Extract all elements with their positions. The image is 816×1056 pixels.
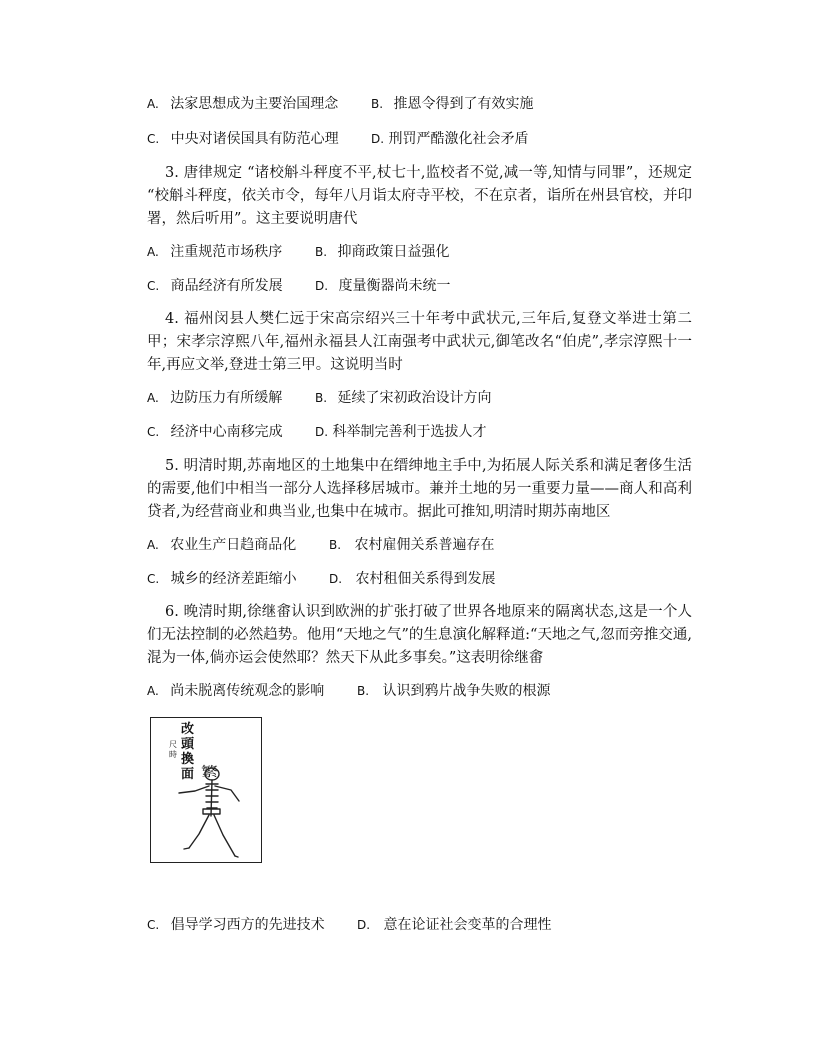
option-text: 农业生产日趋商品化 (170, 537, 297, 553)
option-text: 意在论证社会变革的合理性 (383, 917, 552, 933)
walking-man-drawing (151, 718, 263, 864)
figure-chest-text: 繁 (201, 765, 218, 780)
question-4-stem (147, 308, 692, 377)
question-number: 5. (165, 458, 179, 474)
option-text: 抑商政策日益强化 (337, 244, 450, 260)
q3-option-b (315, 242, 450, 262)
option-text: 倡导学习西方的先进技术 (170, 917, 325, 933)
option-text: 中央对诸侯国具有防范心理 (170, 131, 339, 147)
q5-option-b (329, 535, 495, 555)
question-text: 晚清时期,徐继畬认识到欧洲的扩张打破了世界各地原来的隔离状态,这是一个人们无法控制的必然趋势。他用“天地之气”的生息演化解释道:“天地之气,忽而旁推交通,混为一体,倘亦运会使然耶？然天下从此多事矣。”这表明徐继畬 (147, 604, 693, 666)
option-label: B. (315, 391, 328, 405)
q2-option-a (147, 94, 338, 114)
option-label: A. (147, 97, 159, 111)
option-label: A. (147, 391, 159, 405)
q4-option-a (147, 388, 282, 408)
option-label: A. (147, 684, 159, 698)
question-5-stem (147, 455, 692, 524)
option-label: C. (147, 918, 160, 932)
q4-option-c (147, 422, 283, 442)
option-text: 商品经济有所发展 (170, 278, 283, 294)
option-text: 认识到鸦片战争失败的根源 (382, 683, 551, 699)
option-text: 边防压力有所缓解 (170, 390, 283, 406)
option-label: B. (357, 684, 370, 698)
option-text: 刑罚严酷激化社会矛盾 (388, 131, 529, 147)
question-6-stem (147, 601, 692, 670)
option-text: 尚未脱离传统观念的影响 (170, 683, 325, 699)
q6-option-c (147, 915, 325, 935)
option-label: B. (371, 97, 384, 111)
option-label: D. (357, 918, 371, 932)
q6-option-a (147, 681, 324, 701)
option-label: C. (147, 132, 160, 146)
question-number: 6. (165, 604, 179, 620)
option-text: 农村雇佣关系普遍存在 (354, 537, 495, 553)
option-label: D. (315, 425, 329, 439)
option-text: 科举制完善利于选拔人才 (332, 424, 487, 440)
question-text: 唐律规定 “诸校斛斗秤度不平,杖七十,监校者不觉,减一等,知情与同罪”，还规定 “校斛斗秤度，依关市令，每年八月诣太府寺平校，不在京者，诣所在州县官校，并印署，然后听用”。这主要说明唐代 (147, 165, 692, 227)
q5-option-d (329, 569, 496, 589)
q3-option-d (315, 276, 451, 296)
q3-option-a (147, 242, 282, 262)
q4-option-d (315, 422, 487, 442)
question-text: 福州闵县人樊仁远于宋高宗绍兴三十年考中武状元,三年后,复登文举进士第二甲；宋孝宗淳熙八年,福州永福县人江南强考中武状元,御笔改名“伯虎”,孝宗淳熙十一年,再应文举,登进士第三甲。这说明当时 (147, 311, 693, 373)
q5-option-a (147, 535, 296, 555)
q6-option-b (357, 681, 551, 701)
option-text: 法家思想成为主要治国理念 (170, 96, 339, 112)
option-text: 农村租佃关系得到发展 (355, 571, 496, 587)
option-text: 延续了宋初政治设计方向 (337, 390, 492, 406)
option-label: A. (147, 245, 159, 259)
option-text: 注重规范市场秩序 (170, 244, 283, 260)
q5-option-c (147, 569, 297, 589)
question-number: 4. (165, 311, 179, 327)
question-3-stem (147, 162, 692, 231)
q3-option-c (147, 276, 283, 296)
q2-option-c (147, 129, 339, 149)
figure-title-text: 改頭換面 (181, 722, 195, 782)
option-label: C. (147, 279, 160, 293)
question-text: 明清时期,苏南地区的土地集中在缙绅地主手中,为拓展人际关系和满足奢侈生活的需要,他们中相当一部分人选择移居城市。兼并土地的另一重要力量——商人和高利贷者,为经营商业和典当业,也集中在城市。据此可推知,明清时期苏南地区 (147, 458, 693, 520)
cartoon-figure (150, 717, 262, 863)
option-label: B. (315, 245, 328, 259)
option-label: C. (147, 425, 160, 439)
option-text: 经济中心南移完成 (170, 424, 283, 440)
option-text: 推恩令得到了有效实施 (393, 96, 534, 112)
q2-option-b (371, 94, 534, 114)
q6-option-d (357, 915, 552, 935)
question-number: 3. (165, 165, 179, 181)
option-label: A. (147, 538, 159, 552)
figure-side-text: 尺時 (169, 740, 177, 759)
option-label: B. (329, 538, 342, 552)
option-label: D. (371, 132, 385, 146)
option-label: D. (315, 279, 329, 293)
option-label: C. (147, 572, 160, 586)
q2-option-d (371, 129, 529, 149)
q4-option-b (315, 388, 492, 408)
option-text: 城乡的经济差距缩小 (170, 571, 297, 587)
option-text: 度量衡器尚未统一 (338, 278, 451, 294)
option-label: D. (329, 572, 343, 586)
